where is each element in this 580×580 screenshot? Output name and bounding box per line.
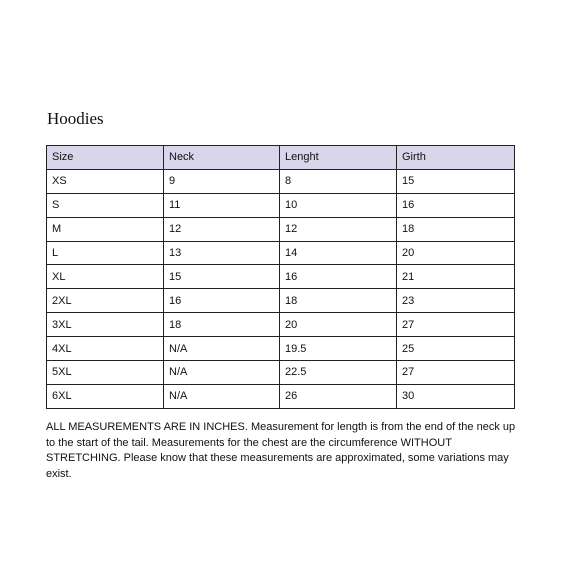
cell-length: 22.5 <box>280 361 397 385</box>
cell-girth: 21 <box>397 265 515 289</box>
table-row <box>47 361 515 385</box>
cell-size: S <box>47 193 164 217</box>
table-row <box>47 289 515 313</box>
header-girth: Girth <box>397 146 515 170</box>
cell-length: 19.5 <box>280 337 397 361</box>
cell-size: 6XL <box>47 384 164 408</box>
cell-neck: 18 <box>164 313 280 337</box>
cell-size: XS <box>47 169 164 193</box>
header-length: Lenght <box>280 146 397 170</box>
table-row <box>47 384 515 408</box>
cell-neck: 11 <box>164 193 280 217</box>
table-row <box>47 169 515 193</box>
cell-neck: N/A <box>164 337 280 361</box>
cell-neck: 15 <box>164 265 280 289</box>
cell-length: 8 <box>280 169 397 193</box>
measurement-note: ALL MEASUREMENTS ARE IN INCHES. Measurement for length is from the end of the neck up to the start of the tail. Measurements for the chest are the circumference WITHOUT STRETCHING. Please know that these measurements are approximated, some variations may exist. <box>46 421 516 480</box>
page-title: Hoodies <box>47 109 104 128</box>
size-chart-table <box>46 145 515 409</box>
cell-length: 12 <box>280 217 397 241</box>
cell-neck: 13 <box>164 241 280 265</box>
cell-size: L <box>47 241 164 265</box>
cell-neck: 9 <box>164 169 280 193</box>
cell-length: 20 <box>280 313 397 337</box>
cell-size: M <box>47 217 164 241</box>
header-neck: Neck <box>164 146 280 170</box>
cell-size: XL <box>47 265 164 289</box>
cell-neck: 12 <box>164 217 280 241</box>
cell-size: 4XL <box>47 337 164 361</box>
cell-length: 10 <box>280 193 397 217</box>
cell-neck: N/A <box>164 384 280 408</box>
cell-girth: 20 <box>397 241 515 265</box>
cell-girth: 25 <box>397 337 515 361</box>
cell-length: 16 <box>280 265 397 289</box>
cell-girth: 30 <box>397 384 515 408</box>
cell-girth: 27 <box>397 361 515 385</box>
cell-length: 18 <box>280 289 397 313</box>
table-row <box>47 193 515 217</box>
table-row <box>47 217 515 241</box>
cell-size: 2XL <box>47 289 164 313</box>
table-row <box>47 265 515 289</box>
cell-length: 26 <box>280 384 397 408</box>
cell-girth: 23 <box>397 289 515 313</box>
cell-neck: N/A <box>164 361 280 385</box>
cell-girth: 15 <box>397 169 515 193</box>
table-row <box>47 241 515 265</box>
header-size: Size <box>47 146 164 170</box>
cell-size: 5XL <box>47 361 164 385</box>
cell-girth: 16 <box>397 193 515 217</box>
table-row <box>47 313 515 337</box>
table-row <box>47 337 515 361</box>
cell-girth: 27 <box>397 313 515 337</box>
cell-girth: 18 <box>397 217 515 241</box>
cell-neck: 16 <box>164 289 280 313</box>
cell-length: 14 <box>280 241 397 265</box>
cell-size: 3XL <box>47 313 164 337</box>
table-header-row <box>47 146 515 170</box>
